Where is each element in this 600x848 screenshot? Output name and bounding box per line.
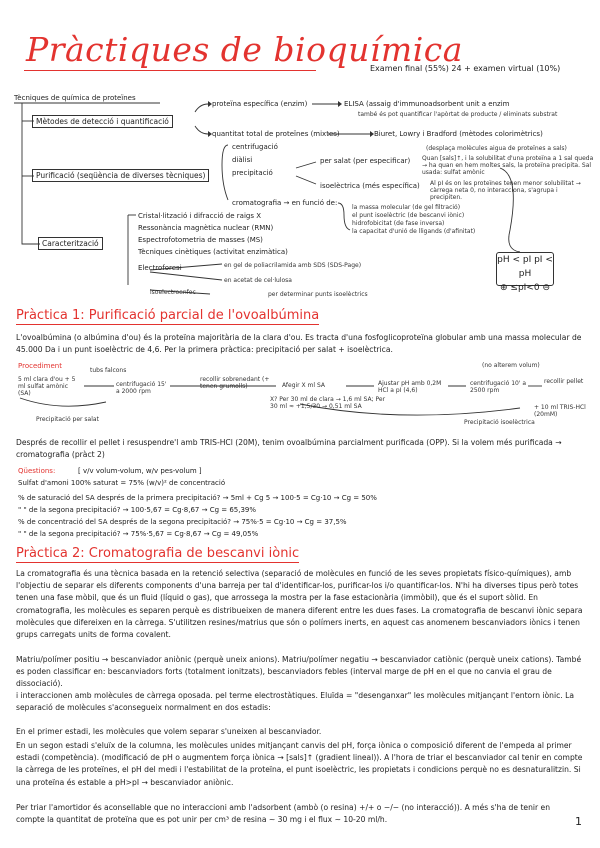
practica2-para-4: En el primer estadi, les molècules que volem separar s'uneixen al bescanviador. — [16, 727, 322, 736]
crom-2: el punt isoelèctric (de bescanvi iònic) — [352, 212, 465, 219]
iso-precip: isoelèctrica (més específica) — [320, 182, 420, 190]
practica2-para-6: Per triar l'amortidor és aconsellable que no interaccioni amb l'adsorbent (ambò (o resina) +/+ o −/− (no interacció)). A més s'ha de tenir en compte la quantitat de proteïna que es pot unir per cm³ de resina ~ 30 mg i el flux ~ 10-20 ml/h. — [16, 803, 551, 825]
purif-item-3: precipitació — [232, 169, 273, 177]
procediment-label: Procediment — [18, 362, 62, 370]
char-item-1: Cristal·lització i difracció de raigs X — [138, 212, 261, 220]
char-item-2: Ressonància magnètica nuclear (RMN) — [138, 224, 274, 232]
salt-note-2: Quan [sals]↑, i la solubilitat d'una proteïna a 1 sal queda → ha quan en hem moltes sals, la proteïna precipita. Sal usada: sulfat amònic — [422, 155, 594, 176]
ph-line-1: pH < pI pI < pH — [497, 255, 553, 279]
specific-protein: proteïna específica (enzim) — [212, 100, 308, 108]
practica1-heading-text: Pràctica 1: Purificació parcial de l'ovoalbúmina — [16, 308, 320, 323]
practica1-intro: L'ovoalbúmina (o albúmina d'ou) és la proteïna majoritària de la clara d'ou. Es tracta d'una fosfoglicoproteïna globular amb una massa molecular de 45.000 Da i un punt isoelèctric de 4,6. Per la primera pràctica: precipitació per salat + isoelèctrica. — [16, 333, 582, 355]
step-5: centrifugació 10' a 2500 rpm — [470, 380, 527, 394]
overview-root: Tècniques de química de proteïnes — [14, 94, 136, 102]
practica2-para-3: i interaccionen amb molècules de càrrega oposada. pel terme electrostàtiques. Eluïda = "desenganxar" les molècules mitjançant l'entorn iònic. La separació de molècules s'aconsegueix normalment en dos estadis: — [16, 691, 574, 713]
practica2-para-2: Matriu/polímer positiu → bescanviador aniònic (perquè uneix anions). Matriu/polímer negatiu → bescanviador catiònic (perquè uneix cations). També es poden classificar en: bescanviadors forts (totalment ionitzats), bescanviadors febles (interval marge de pH en el que no canvia el grau de dissociació). — [16, 655, 582, 689]
ph-line-2: ⊕ ≤pI<0 ⊖ — [500, 283, 550, 293]
char-item-3: Espectrofotometria de masses (MS) — [138, 236, 263, 244]
practica2-underline — [16, 562, 299, 563]
electro-1: en gel de poliacrilamida amb SDS (SDS-Page) — [224, 262, 362, 269]
practica1-after: Després de recollir el pellet i resuspendre'l amb TRIS-HCl (20M), tenim ovoalbúmina parcialment purificada (OPP). Si la volem més purificada → cromatografia (pràct 2) — [16, 438, 562, 460]
questions-def: [ v/v volum-volum, w/v pes-volum ] — [78, 467, 202, 475]
isoelectro-note: per determinar punts isoelèctrics — [268, 291, 368, 298]
salt-note: (desplaça molècules aigua de proteïnes a sals) — [426, 145, 567, 152]
step-2: centrifugació 15' a 2000 rpm — [116, 381, 167, 395]
methods-box: Mètodes de detecció i quantificació — [32, 115, 173, 128]
page-number: 1 — [575, 815, 582, 828]
question-2: " " de la segona precipitació? → 100·5,67 = Cg·8,67 → Cg = 65,39% — [18, 506, 257, 514]
total-protein: quantitat total de proteïnes (mixtes) — [212, 130, 340, 138]
crom-4: la capacitat d'unió de lligands (d'afinitat) — [352, 228, 476, 235]
step-note-1: tubs falcons — [90, 367, 127, 374]
question-1: % de saturació del SA després de la primera precipitació? → 5ml + Cg 5 → 100·5 = Cg·10 → Cg = 50% — [18, 494, 377, 502]
question-3: % de concentració del SA després de la segona precipitació? → 75%·5 = Cg·10 → Cg = 37,5% — [18, 518, 347, 526]
step-3: Afegir X ml SA — [282, 382, 326, 389]
step-6: recollir pellet — [544, 378, 584, 385]
purif-item-2: diàlisi — [232, 156, 253, 164]
char-item-5: Electroforesi — [138, 264, 182, 272]
elisa-note: també és pot quantificar l'apòrtat de producte / eliminats substrat — [358, 111, 558, 118]
purification-box: Purificació (seqüència de diverses tècniques) — [32, 169, 209, 182]
step-4: Ajustar pH amb 0,2M HCl a pI (4,6) — [378, 380, 442, 394]
step-note-5: + 10 ml TRIS-HCl (20mM) — [534, 404, 586, 418]
exam-note: Examen final (55%) 24 + examen virtual (10%) — [370, 64, 561, 73]
questions-label: Qüestions: — [18, 467, 56, 475]
salt-precip: per salat (per especificar) — [320, 157, 411, 165]
crom-1: la massa molecular (de gel filtració) — [352, 204, 461, 211]
elisa-text: ELISA (assaig d'immunoadsorbent unit a enzim — [344, 100, 510, 108]
crom-3: hidrofobicitat (de fase inversa) — [352, 220, 445, 227]
practica2-heading-text: Pràctica 2: Cromatografia de bescanvi iònic — [16, 546, 300, 561]
practica2-para-5: En un segon estadi s'eluïx de la columna, les molècules unides mitjançant canvis del pH, força iònica o composició diferent de l'empeda al primer estadi (competència). (modificació de pH o augmentem força iònica → [sals]↑ (gradient lineal)). A l'hora de triar el bescanviador cal tenir en compte la càrrega de les proteïnes, el pH del medi i l'estabilitat de la proteïna, el punt isoelèctric, les propietats i condicions perquè no es desnaturalitzin. Si una proteïna és estable a pH>pI → bescanviador aniònic. — [16, 741, 583, 787]
total-methods: Biuret, Lowry i Bradford (mètodes colorimètrics) — [374, 130, 543, 138]
step-note-4: (no alterem volum) — [482, 362, 540, 369]
step-note-2: recollir sobrenedant (+ tenen grumolls) — [200, 376, 270, 390]
question-4: " " de la segona precipitació? → 75%·5,67 = Cg·8,67 → Cg = 49,05% — [18, 530, 259, 538]
page-title: Pràctiques de bioquímica — [26, 30, 463, 69]
iso-precip-label: Precipitació isoelèctrica — [464, 419, 535, 426]
step-note-3: X? Per 30 ml de clara → 1,6 ml SA; Per 30 ml ≈ +1,5/30 → 0,51 ml SA — [270, 396, 386, 410]
char-item-4: Tècniques cinètiques (activitat enzimàtica) — [138, 248, 288, 256]
electro-2: en acetat de cel·lulosa — [224, 277, 292, 284]
isoelectro: isoelectroenfoc — [150, 289, 196, 296]
purif-item-4: cromatografia → en funció de: — [232, 199, 338, 207]
purif-item-1: centrifugació — [232, 143, 278, 151]
practica2-para-1: La cromatografia és una tècnica basada en la retenció selectiva (separació de molècules en funció de les seves propietats físico-químiques), amb l'objectiu de separar els diferents components d'una barreja per tal d'identificar-los, purificar-los i/o quantificar-los. N'hi ha diverses tipus però totes tenen una fase mòbil, que és un fluid (líquid o gas), que arrossega la mostra per la fase estacionària (immòbil), que és el suport sòlid. En cromatografia, les molècules es separen perquè es distribueixen de manera diferent entre les dues fases. La cromatografia de bescanvi iònic separa molècules que difereixen en la càrrega. S'utilitzen resines/matrius que són o polímers inerts, en aquest cas anomenem bescanviadors iònics i tenen grups carregats units de forma covalent. — [16, 569, 583, 640]
practica2-heading — [16, 546, 299, 563]
iso-note: Al pI és on les proteïnes tenen menor solubilitat → càrrega neta 0, no interacciona, s'agrupa i precipiten. — [430, 180, 581, 201]
salt-precip-label: Precipitació per salat — [36, 416, 99, 423]
step-1: 5 ml clara d'ou + 5 ml sulfat amònic (SA) — [18, 376, 76, 397]
sulfat-note: Sulfat d'amoni 100% saturat = 75% (w/v)² de concentració — [18, 479, 226, 487]
characterization-box: Caracterització — [38, 237, 103, 250]
